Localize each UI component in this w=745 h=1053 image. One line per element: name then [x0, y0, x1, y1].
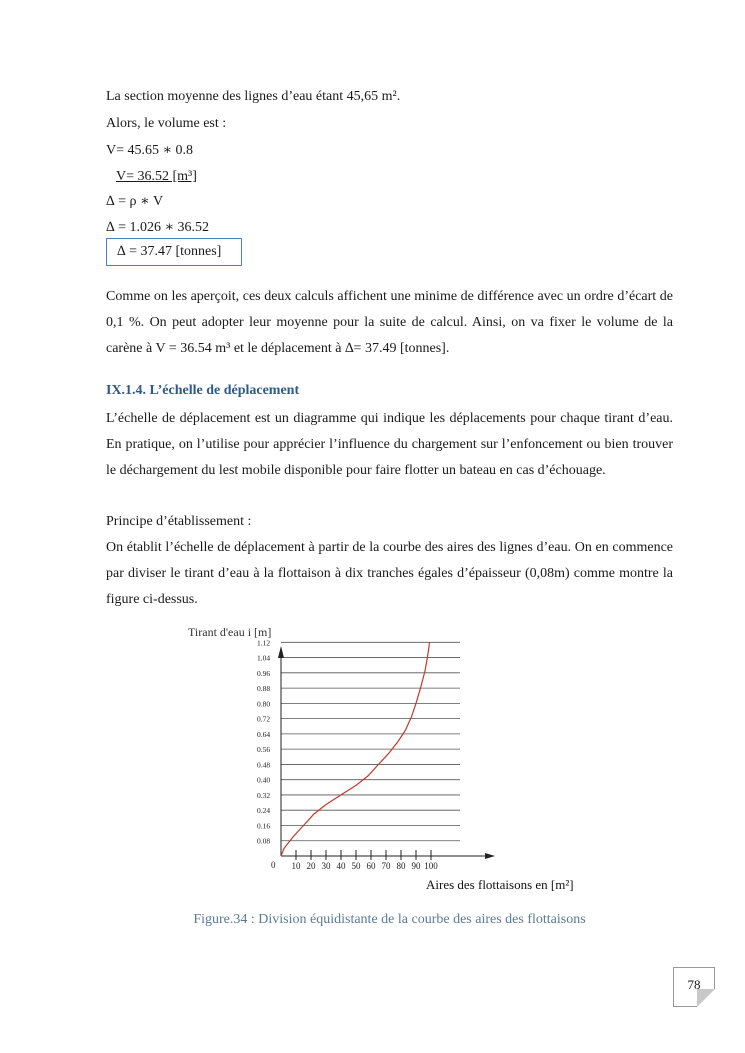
y-axis-ticks	[257, 638, 270, 845]
paragraph-comparison: Comme on les aperçoit, ces deux calculs affichent une minime de différence avec un ordre d’écart de 0,1 %. On peut adopter leur moyenne pour la suite de calcul. Ainsi, on va fixer le volume de la carène à V = 36.54 m³ et le déplacement à ∆= 37.49 [tonnes].	[106, 289, 673, 356]
x-tick-label: 40	[336, 861, 346, 871]
page-number: 78	[687, 977, 701, 992]
page-number-box	[673, 967, 715, 1007]
y-tick-label: 0.40	[257, 775, 271, 785]
x-tick-label: 10	[291, 861, 301, 871]
paragraph-definition: L’échelle de déplacement est un diagramme qui indique les déplacements pour chaque tirant d’eau. En pratique, on l’utilise pour apprécier l’influence du chargement sur l’enfoncement ou bien trouver le déchargement du lest mobile disponible pour faire flotter un bateau en cas d’échouage.	[106, 411, 673, 478]
x-tick-label: 80	[396, 861, 406, 871]
calc-line-displacement-values: ∆ = 1.026 ∗ 36.52	[106, 220, 209, 235]
y-axis-arrow	[278, 646, 284, 658]
displacement-result-box	[106, 238, 242, 266]
y-tick-label: 0.88	[257, 684, 271, 694]
x-tick-label: 100	[424, 861, 438, 871]
figure-caption: Figure.34 : Division équidistante de la courbe des aires des flottaisons	[193, 912, 586, 927]
x-axis-label: Aires des flottaisons en [m²]	[426, 877, 574, 892]
y-tick-label: 0.08	[257, 836, 271, 846]
y-tick-label: 0.72	[257, 714, 271, 724]
y-tick-label: 0.24	[257, 806, 271, 816]
calc-line-volume-result: V= 36.52 [m³]	[116, 169, 197, 184]
principle-title: Principe d’établissement :	[106, 514, 252, 529]
x-tick-label: 50	[351, 861, 361, 871]
calc-line-displacement-formula: ∆ = ρ ∗ V	[106, 194, 164, 209]
x-axis-arrow	[485, 853, 495, 859]
section-heading: IX.1.4. L’échelle de déplacement	[106, 383, 300, 398]
y-tick-label: 0.16	[257, 821, 271, 831]
y-tick-label: 0.32	[257, 790, 271, 800]
paragraph-principle: On établit l’échelle de déplacement à partir de la courbe des aires des lignes d’eau. On en commence par diviser le tirant d’eau à la flottaison à dix tranches égales d’épaisseur (0,08m) comme montre la figure ci-dessus.	[106, 540, 673, 607]
y-tick-label: 1.04	[257, 653, 271, 663]
x-tick-label: 20	[306, 861, 316, 871]
x-tick-label: 30	[321, 861, 331, 871]
y-tick-label: 0.56	[257, 745, 271, 755]
origin-label: 0	[271, 860, 276, 870]
grid-lines	[281, 642, 460, 840]
x-tick-label: 60	[366, 861, 376, 871]
figure-chart	[180, 618, 620, 898]
y-tick-label: 0.48	[257, 760, 271, 770]
x-axis-ticks	[292, 850, 439, 871]
calc-line-volume-intro: Alors, le volume est :	[106, 116, 227, 131]
calc-line-volume-formula: V= 45.65 ∗ 0.8	[106, 143, 194, 158]
calc-line-section: La section moyenne des lignes d’eau étant 45,65 m².	[106, 89, 401, 104]
y-tick-label: 0.80	[257, 699, 271, 709]
page-fold-corner	[697, 989, 715, 1007]
y-tick-label: 1.12	[257, 638, 271, 648]
x-tick-label: 70	[381, 861, 391, 871]
y-axis-label: Tirant d'eau i [m]	[188, 625, 272, 639]
y-tick-label: 0.64	[257, 729, 271, 739]
displacement-result: ∆ = 37.47 [tonnes]	[117, 244, 222, 259]
x-tick-label: 90	[411, 861, 421, 871]
y-tick-label: 0.96	[257, 668, 271, 678]
